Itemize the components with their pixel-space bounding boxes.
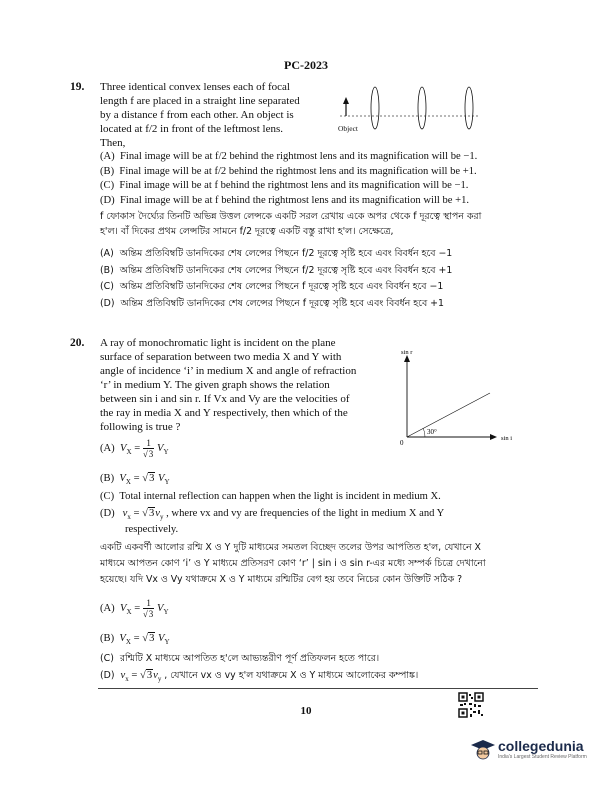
q19-bn-option-b: (B) অন্তিম প্রতিবিম্বটি ডানদিকের শেষ লেন্সের পিছনে f/2 দূরত্বে সৃষ্টি হবে এবং বিবর্ধন হবে +1 [100,264,453,276]
q19-option-b: (B) Final image will be at f/2 behind the rightmost lens and its magnification will be +1. [100,165,477,177]
object-label: Object [338,124,358,133]
graduate-icon [470,738,496,762]
footer-rule [98,688,538,689]
q19-bn-line: হ'ল। বাঁ দিকের প্রথম লেন্সটির সামনে f/2 দূরত্বে একটি বস্তু রাখা হ'ল। সেক্ষেত্রে, [100,226,394,237]
q20-option-d-cont: respectively. [125,524,179,535]
q19-line: located at f/2 in front of the leftmost lens. [100,123,283,135]
angle-label: 30° [427,428,437,436]
q20-option-b: (B) $V_X = √3$ $V_Y$ [100,473,170,487]
angle-arc [423,428,425,437]
x-axis-label: sin i [501,435,513,442]
q19-options-bn [100,246,452,312]
q20-bengali-text [100,540,486,588]
q20-line: surface of separation between two media X and Y with [100,351,342,363]
q19-options-en [100,150,477,208]
question-20-number: 20. [70,337,85,349]
question-19-number: 19. [70,81,85,93]
q20-line: between sin i and sin r. If Vx and Vy are the velocities of [100,393,350,405]
lens-1 [371,87,379,129]
q19-line: length f are placed in a straight line separated [100,95,300,107]
y-axis-arrow [404,355,410,362]
q20-bn-option-c: (C) রশ্মিটি X মাধ্যমে আপতিত হ'লে আভ্যন্তরীণ পূর্ণ প্রতিফলন হতে পারে। [100,653,380,664]
q20-option-a: (A) $V_X$ = $\frac{1}{√3}$ $V_Y$ [100,438,169,459]
fraction: $\frac{1}{√3}$ [142,598,154,619]
q20-line: the ray in media X and Y respectively, then which of the [100,407,348,419]
q20-bn-option-d: (D) $v_x = √3v_y$ , যেখানে vx ও vy হ'ল যথাক্রমে X ও Y মাধ্যমে আলোকের কম্পাঙ্ক। [100,670,419,684]
q19-option-d: (D) Final image will be at f behind the rightmost lens and its magnification will be +1. [100,194,470,206]
q19-option-c: (C) Final image will be at f behind the rightmost lens and its magnification will be −1. [100,180,469,191]
origin-label: 0 [400,439,404,447]
q19-bengali-text [100,209,481,239]
q20-bn-option-b: (B) $V_X = √3$ $V_Y$ [100,633,170,647]
q20-bn-line: মাধ্যমে আপতন কোণ ‘i’ ও Y মাধ্যমে প্রতিসরণ কোণ ‘r’ | sin i ও sin r-এর মধ্যে সম্পর্ক চিত্রে দেখানো [100,558,486,569]
q20-bn-option-a: (A) $V_X$ = $\frac{1}{√3}$ $V_Y$ [100,598,169,619]
q19-line: by a distance f from each other. An object is [100,109,294,121]
q19-bn-line: f ফোকাস দৈর্ঘ্যের তিনটি অভিন্ন উত্তল লেন্সকে একটি সরল রেখায় একে অপর থেকে f দূরত্বে স্থাপন করা [100,211,482,222]
page-number: 10 [300,705,312,717]
lens-2 [418,87,426,129]
q20-line: A ray of monochromatic light is incident on the plane [100,337,336,349]
brand-logo [498,738,587,760]
q19-line: Then, [100,137,126,149]
q20-line: following is true ? [100,421,181,433]
brand-name: collegedunia [498,738,584,754]
q19-bn-option-d: (D) অন্তিম প্রতিবিম্বটি ডানদিকের শেষ লেন্সের পিছনে f দূরত্বে সৃষ্টি হবে এবং বিবর্ধন হবে +1 [100,297,444,309]
q20-bn-line: হয়েছে। যদি Vx ও Vy যথাক্রমে X ও Y মাধ্যমে রশ্মিটির বেগ হয় তবে নিচের কোন উক্তিটি সঠিক ? [100,574,463,585]
question-20-text [100,336,390,434]
q20-line: angle of incidence ‘i’ in medium X and angle of refraction [100,365,357,377]
brand-tagline: India's Largest Student Review Platform [498,754,587,760]
lens-3 [465,87,473,129]
q19-bn-option-a: (A) অন্তিম প্রতিবিম্বটি ডানদিকের শেষ লেন্সের পিছনে f/2 দূরত্বে সৃষ্টি হবে এবং বিবর্ধন হবে −1 [100,248,453,259]
q20-line: ‘r’ in medium Y. The given graph shows the relation [100,379,330,391]
q19-line: Three identical convex lenses each of focal [100,81,290,93]
object-arrow-head [343,97,349,104]
q20-bn-line: একটি একবর্ণী আলোর রশ্মি X ও Y দুটি মাধ্যমের সমতল বিচ্ছেদ তলের উপর আপতিত হ'ল, যেখানে X [100,542,481,553]
q20-option-d: (D) $v_x = √3v_y$ , where vx and vy are frequencies of the light in medium X and Y [100,508,445,522]
fraction: $\frac{1}{√3}$ [142,438,154,459]
sin-graph [395,345,535,450]
y-axis-label: sin r [401,349,413,356]
x-axis-arrow [490,434,497,440]
q19-option-a: (A) Final image will be at f/2 behind the rightmost lens and its magnification will be −1. [100,151,478,162]
graph-line [407,393,490,437]
page-header: PC-2023 [284,58,328,72]
q20-option-c: (C) Total internal reflection can happen when the light is incident in medium X. [100,491,441,502]
question-19-text [100,80,340,150]
q19-bn-option-c: (C) অন্তিম প্রতিবিম্বটি ডানদিকের শেষ লেন্সের পিছনে f দূরত্বে সৃষ্টি হবে এবং বিবর্ধন হবে −1 [100,281,444,292]
